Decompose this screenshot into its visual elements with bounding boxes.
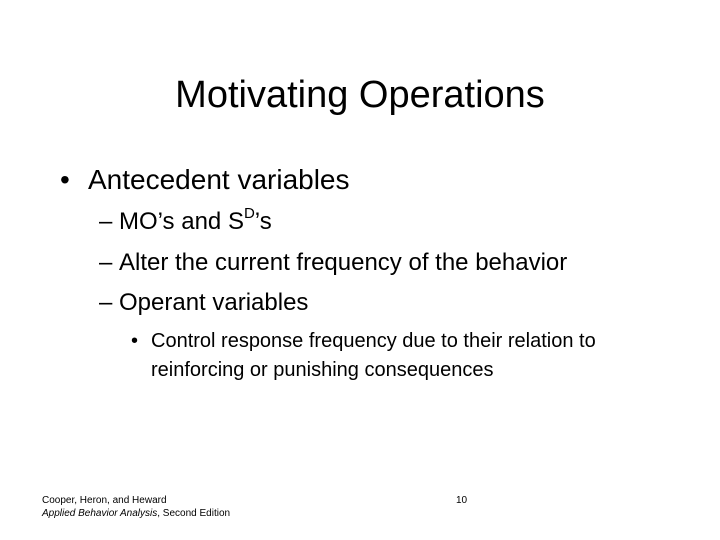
sub-bullet-text-prefix: MO’s and S xyxy=(119,208,244,235)
page-number: 10 xyxy=(456,495,468,506)
footer-book-line xyxy=(42,507,230,520)
bullet-icon: • xyxy=(60,164,70,195)
sub-bullet-text: Operant variables xyxy=(119,289,309,316)
dash-icon: – xyxy=(99,208,113,235)
footer-book-title: Applied Behavior Analysis xyxy=(42,508,158,519)
dash-icon: – xyxy=(99,289,113,316)
footer-edition: , Second Edition xyxy=(157,508,231,519)
sub-bullet-text: Alter the current frequency of the behavior xyxy=(119,249,568,276)
bullet-antecedent-variables xyxy=(60,162,350,198)
sub-bullet-operant-variables xyxy=(99,288,308,318)
slide-title: Motivating Operations xyxy=(175,74,545,116)
sub-sub-bullet-text: Control response frequency due to their relation to reinforcing or punishing consequences xyxy=(151,330,596,381)
superscript-d: D xyxy=(243,205,255,222)
bullet-icon: • xyxy=(131,330,139,352)
sub-bullet-alter-frequency xyxy=(99,248,567,278)
footer-authors: Cooper, Heron, and Heward xyxy=(42,495,167,506)
bullet-text: Antecedent variables xyxy=(88,164,350,195)
footer-citation xyxy=(42,494,230,520)
sub-bullet-text-suffix: ’s xyxy=(254,208,272,235)
dash-icon: – xyxy=(99,249,113,276)
sub-sub-bullet-control-response xyxy=(131,327,691,385)
sub-bullet-mos-and-sds xyxy=(99,207,272,237)
